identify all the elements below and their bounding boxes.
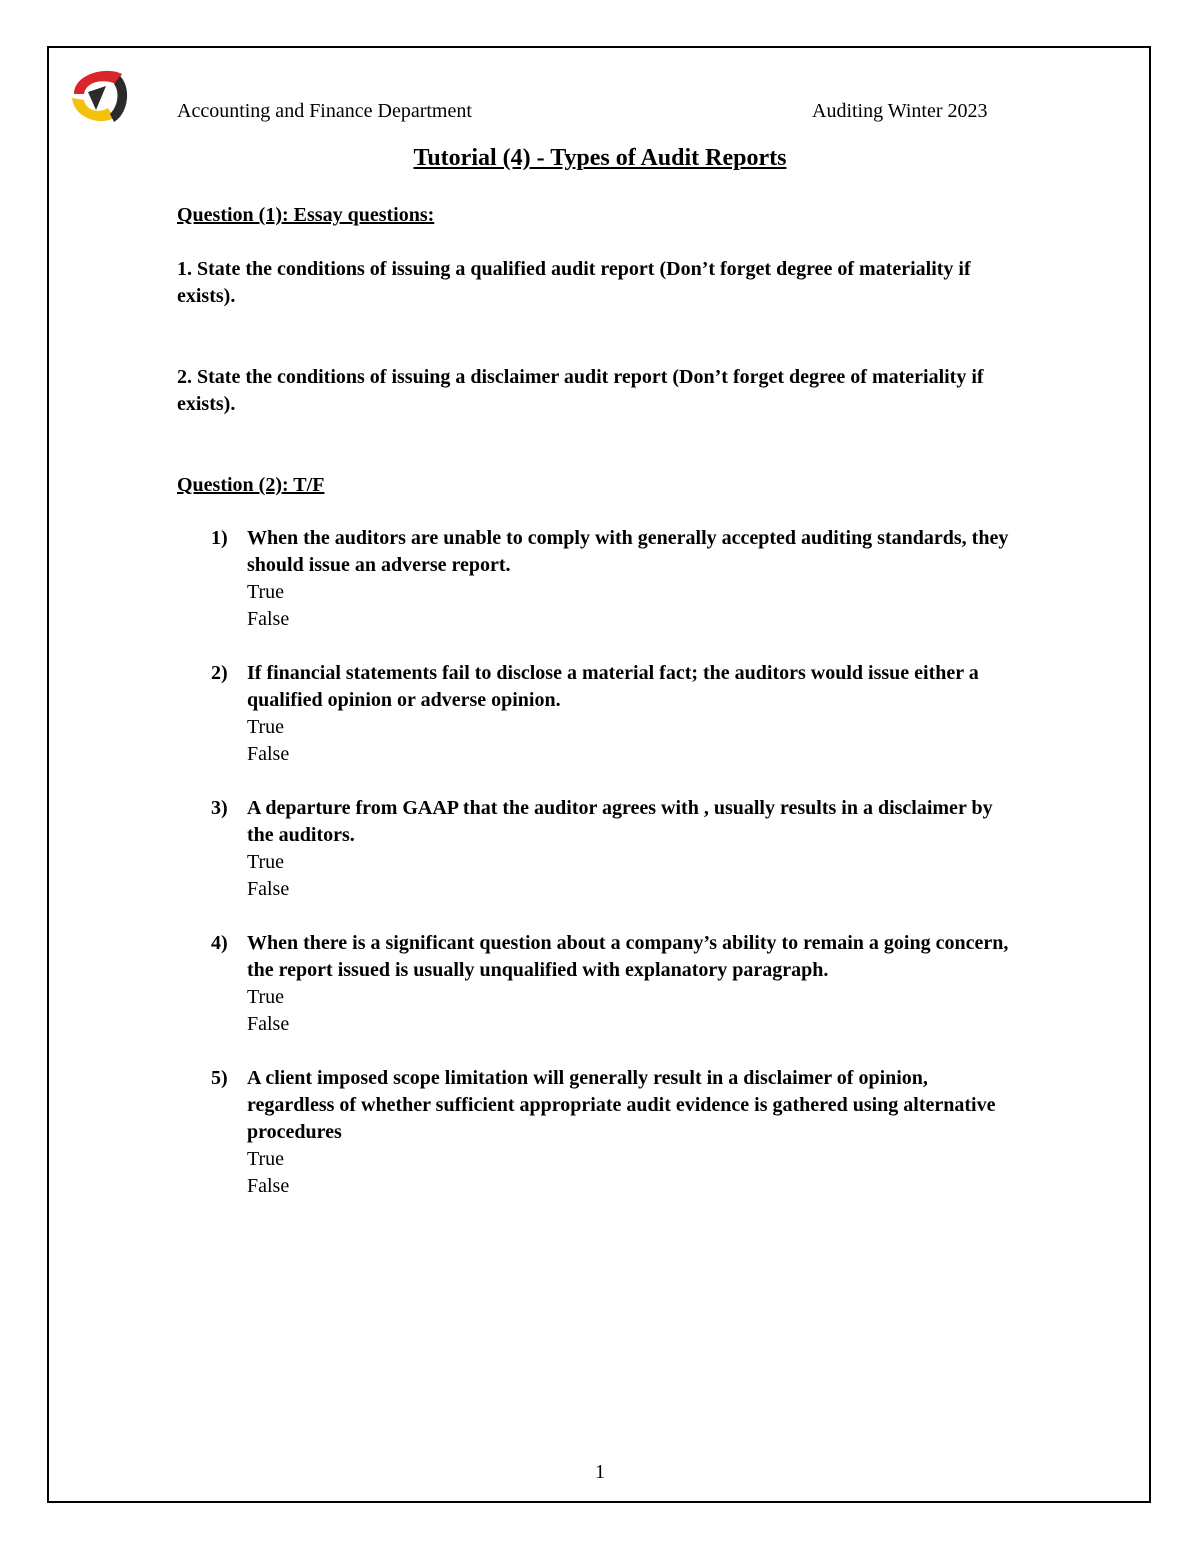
tf-question-statement: When there is a significant question about a company’s ability to remain a going concern, the report issued is usually unqualified with explanatory paragraph. (247, 932, 1009, 981)
tf-question-3 (177, 795, 1017, 903)
tf-question-statement: A client imposed scope limitation will generally result in a disclaimer of opinion, regardless of whether sufficient appropriate audit evidence is gathered using alternative procedures (247, 1067, 996, 1143)
tf-question-4 (177, 930, 1017, 1038)
true-false-list (177, 525, 1017, 1227)
tf-option-true: True (247, 581, 285, 603)
tf-option-false: False (247, 1013, 290, 1035)
tf-question-1 (177, 525, 1017, 633)
tf-option-false: False (247, 743, 290, 765)
tf-question-statement: If financial statements fail to disclose a material fact; the auditors would issue either a qualified opinion or adverse opinion. (247, 662, 979, 711)
tf-question-number: 3) (211, 797, 228, 819)
university-logo-icon (66, 64, 132, 130)
page-title: Tutorial (4) - Types of Audit Reports (413, 145, 787, 171)
course-name: Auditing Winter 2023 (812, 100, 988, 122)
question1-heading: Question (1): Essay questions: (177, 204, 435, 226)
tf-option-true: True (247, 716, 285, 738)
department-name: Accounting and Finance Department (177, 100, 472, 122)
tf-option-true: True (247, 1148, 285, 1170)
tf-question-2 (177, 660, 1017, 768)
essay-question-1: 1. State the conditions of issuing a qualified audit report (Don’t forget degree of materiality if exists). (177, 258, 971, 307)
tf-question-5 (177, 1065, 1017, 1200)
tf-question-number: 5) (211, 1067, 228, 1089)
tf-option-false: False (247, 608, 290, 630)
tf-question-number: 4) (211, 932, 228, 954)
tf-question-statement: When the auditors are unable to comply with generally accepted auditing standards, they should issue an adverse report. (247, 527, 1009, 576)
tf-question-number: 2) (211, 662, 228, 684)
tf-option-false: False (247, 878, 290, 900)
question2-heading: Question (2): T/F (177, 474, 325, 496)
tf-question-number: 1) (211, 527, 228, 549)
essay-question-2: 2. State the conditions of issuing a disclaimer audit report (Don’t forget degree of materiality if exists). (177, 366, 984, 415)
tf-option-true: True (247, 986, 285, 1008)
tf-option-true: True (247, 851, 285, 873)
tf-option-false: False (247, 1175, 290, 1197)
tf-question-statement: A departure from GAAP that the auditor agrees with , usually results in a disclaimer by the auditors. (247, 797, 993, 846)
page-number: 1 (595, 1461, 605, 1483)
